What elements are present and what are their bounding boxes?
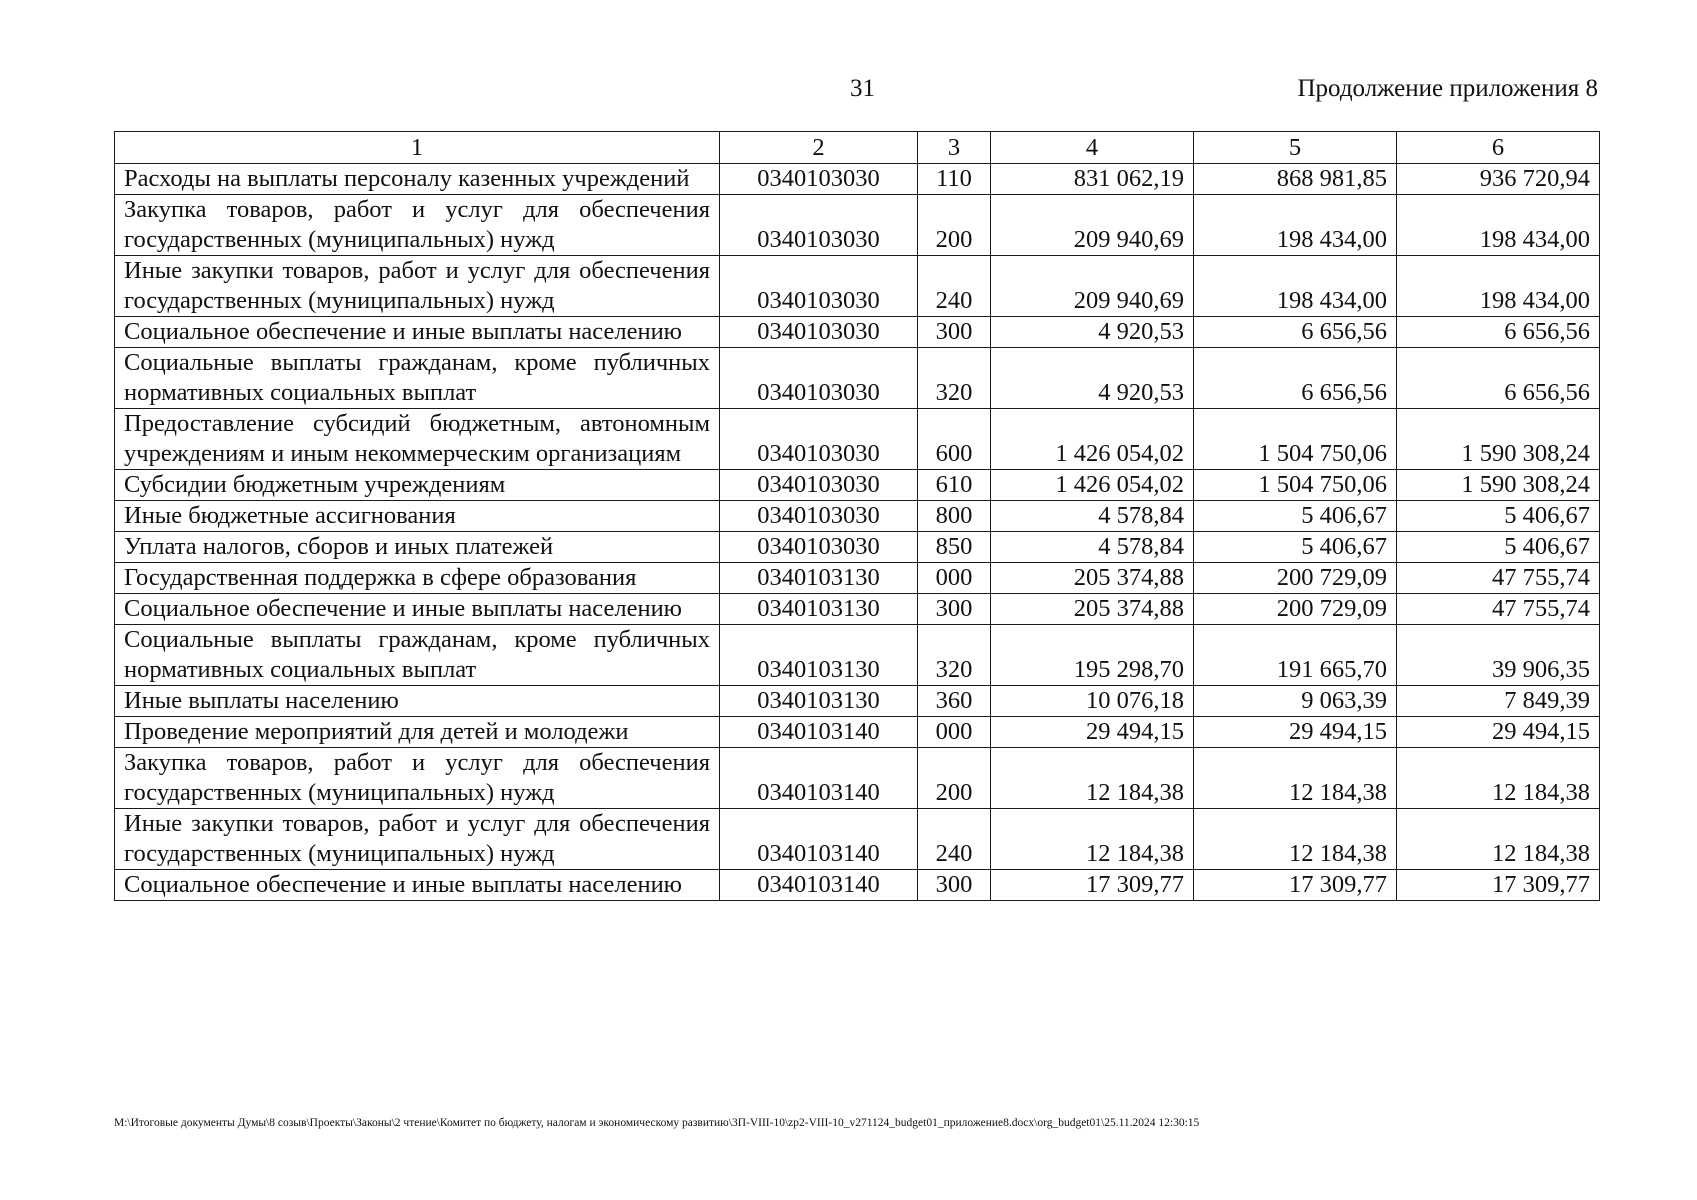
- amount-year1-cell: 205 374,88: [991, 563, 1194, 594]
- amount-year1-cell: 1 426 054,02: [991, 470, 1194, 501]
- table-row: [115, 256, 1600, 317]
- amount-year1-cell: 4 920,53: [991, 317, 1194, 348]
- amount-year2-cell: 1 504 750,06: [1194, 409, 1397, 470]
- target-code-cell: 0340103130: [720, 563, 918, 594]
- row-name-cell: Предоставление субсидий бюджетным, автономным учреждениям и иным некоммерческим организациям: [115, 409, 720, 470]
- target-code-cell: 0340103030: [720, 470, 918, 501]
- amount-year1-cell: 209 940,69: [991, 256, 1194, 317]
- amount-year3-cell: 17 309,77: [1397, 870, 1600, 901]
- expense-type-cell: 200: [918, 195, 991, 256]
- amount-year1-cell: 209 940,69: [991, 195, 1194, 256]
- target-code-cell: 0340103030: [720, 409, 918, 470]
- target-code-cell: 0340103140: [720, 809, 918, 870]
- expense-type-cell: 240: [918, 256, 991, 317]
- footer-file-path: M:\Итоговые документы Думы\8 созыв\Проекты\Законы\2 чтение\Комитет по бюджету, налогам и экономическому развитию\3П-VIII-10\zp2-VIII-10_v271124_budget01_приложение8.docx\org_budget01\25.11.2024 12:30:15: [114, 1117, 1200, 1129]
- table-row: [115, 717, 1600, 748]
- target-code-cell: 0340103140: [720, 717, 918, 748]
- row-name-cell: Государственная поддержка в сфере образования: [115, 563, 720, 594]
- amount-year3-cell: 1 590 308,24: [1397, 409, 1600, 470]
- amount-year2-cell: 191 665,70: [1194, 625, 1397, 686]
- amount-year2-cell: 9 063,39: [1194, 686, 1397, 717]
- amount-year3-cell: 7 849,39: [1397, 686, 1600, 717]
- row-name-cell: Социальные выплаты гражданам, кроме публичных нормативных социальных выплат: [115, 348, 720, 409]
- column-header: 4: [991, 132, 1194, 164]
- amount-year2-cell: 200 729,09: [1194, 594, 1397, 625]
- expense-type-cell: 610: [918, 470, 991, 501]
- target-code-cell: 0340103030: [720, 256, 918, 317]
- row-name-cell: Социальное обеспечение и иные выплаты населению: [115, 594, 720, 625]
- target-code-cell: 0340103140: [720, 748, 918, 809]
- amount-year2-cell: 5 406,67: [1194, 501, 1397, 532]
- amount-year2-cell: 868 981,85: [1194, 164, 1397, 195]
- table-header: [115, 132, 1600, 164]
- amount-year3-cell: 12 184,38: [1397, 809, 1600, 870]
- table-row: [115, 594, 1600, 625]
- expense-type-cell: 360: [918, 686, 991, 717]
- table-row: [115, 563, 1600, 594]
- expense-type-cell: 240: [918, 809, 991, 870]
- expense-type-cell: 300: [918, 317, 991, 348]
- amount-year2-cell: 5 406,67: [1194, 532, 1397, 563]
- expense-type-cell: 110: [918, 164, 991, 195]
- amount-year3-cell: 6 656,56: [1397, 317, 1600, 348]
- amount-year3-cell: 1 590 308,24: [1397, 470, 1600, 501]
- amount-year2-cell: 198 434,00: [1194, 195, 1397, 256]
- target-code-cell: 0340103030: [720, 501, 918, 532]
- amount-year1-cell: 205 374,88: [991, 594, 1194, 625]
- expense-type-cell: 000: [918, 717, 991, 748]
- column-header: 2: [720, 132, 918, 164]
- table-row: [115, 501, 1600, 532]
- row-name-cell: Закупка товаров, работ и услуг для обеспечения государственных (муниципальных) нужд: [115, 748, 720, 809]
- table-row: [115, 748, 1600, 809]
- amount-year3-cell: 198 434,00: [1397, 195, 1600, 256]
- row-name-cell: Субсидии бюджетным учреждениям: [115, 470, 720, 501]
- table-row: [115, 470, 1600, 501]
- row-name-cell: Расходы на выплаты персоналу казенных учреждений: [115, 164, 720, 195]
- amount-year3-cell: 5 406,67: [1397, 532, 1600, 563]
- row-name-cell: Социальное обеспечение и иные выплаты населению: [115, 317, 720, 348]
- amount-year1-cell: 12 184,38: [991, 748, 1194, 809]
- expense-type-cell: 300: [918, 870, 991, 901]
- amount-year2-cell: 1 504 750,06: [1194, 470, 1397, 501]
- amount-year3-cell: 198 434,00: [1397, 256, 1600, 317]
- amount-year3-cell: 39 906,35: [1397, 625, 1600, 686]
- header-row: [115, 132, 1600, 164]
- amount-year3-cell: 12 184,38: [1397, 748, 1600, 809]
- expense-type-cell: 800: [918, 501, 991, 532]
- expense-type-cell: 850: [918, 532, 991, 563]
- amount-year1-cell: 12 184,38: [991, 809, 1194, 870]
- target-code-cell: 0340103030: [720, 348, 918, 409]
- row-name-cell: Закупка товаров, работ и услуг для обеспечения государственных (муниципальных) нужд: [115, 195, 720, 256]
- expense-type-cell: 300: [918, 594, 991, 625]
- column-header: 6: [1397, 132, 1600, 164]
- amount-year3-cell: 29 494,15: [1397, 717, 1600, 748]
- table-row: [115, 809, 1600, 870]
- table-row: [115, 348, 1600, 409]
- page-number: 31: [850, 75, 875, 102]
- row-name-cell: Социальные выплаты гражданам, кроме публичных нормативных социальных выплат: [115, 625, 720, 686]
- table-row: [115, 532, 1600, 563]
- amount-year3-cell: 936 720,94: [1397, 164, 1600, 195]
- target-code-cell: 0340103030: [720, 195, 918, 256]
- expense-type-cell: 320: [918, 625, 991, 686]
- target-code-cell: 0340103130: [720, 686, 918, 717]
- row-name-cell: Проведение мероприятий для детей и молодежи: [115, 717, 720, 748]
- target-code-cell: 0340103030: [720, 317, 918, 348]
- row-name-cell: Иные закупки товаров, работ и услуг для обеспечения государственных (муниципальных) нужд: [115, 809, 720, 870]
- amount-year1-cell: 831 062,19: [991, 164, 1194, 195]
- amount-year1-cell: 4 920,53: [991, 348, 1194, 409]
- column-header: 1: [115, 132, 720, 164]
- column-header: 5: [1194, 132, 1397, 164]
- amount-year2-cell: 198 434,00: [1194, 256, 1397, 317]
- amount-year2-cell: 200 729,09: [1194, 563, 1397, 594]
- target-code-cell: 0340103130: [720, 594, 918, 625]
- amount-year2-cell: 6 656,56: [1194, 317, 1397, 348]
- row-name-cell: Иные выплаты населению: [115, 686, 720, 717]
- budget-table: [114, 131, 1600, 901]
- amount-year2-cell: 12 184,38: [1194, 748, 1397, 809]
- expense-type-cell: 000: [918, 563, 991, 594]
- expense-type-cell: 600: [918, 409, 991, 470]
- row-name-cell: Иные бюджетные ассигнования: [115, 501, 720, 532]
- column-header: 3: [918, 132, 991, 164]
- amount-year1-cell: 4 578,84: [991, 532, 1194, 563]
- amount-year1-cell: 4 578,84: [991, 501, 1194, 532]
- amount-year3-cell: 47 755,74: [1397, 563, 1600, 594]
- amount-year1-cell: 1 426 054,02: [991, 409, 1194, 470]
- row-name-cell: Уплата налогов, сборов и иных платежей: [115, 532, 720, 563]
- amount-year3-cell: 47 755,74: [1397, 594, 1600, 625]
- table-row: [115, 164, 1600, 195]
- table-body: [115, 164, 1600, 901]
- table-row: [115, 317, 1600, 348]
- table-row: [115, 195, 1600, 256]
- expense-type-cell: 200: [918, 748, 991, 809]
- target-code-cell: 0340103030: [720, 532, 918, 563]
- target-code-cell: 0340103130: [720, 625, 918, 686]
- amount-year1-cell: 10 076,18: [991, 686, 1194, 717]
- row-name-cell: Иные закупки товаров, работ и услуг для обеспечения государственных (муниципальных) нужд: [115, 256, 720, 317]
- amount-year2-cell: 29 494,15: [1194, 717, 1397, 748]
- table-row: [115, 686, 1600, 717]
- expense-type-cell: 320: [918, 348, 991, 409]
- amount-year3-cell: 6 656,56: [1397, 348, 1600, 409]
- appendix-title: Продолжение приложения 8: [1297, 75, 1598, 102]
- table-row: [115, 625, 1600, 686]
- amount-year2-cell: 6 656,56: [1194, 348, 1397, 409]
- amount-year1-cell: 195 298,70: [991, 625, 1194, 686]
- target-code-cell: 0340103140: [720, 870, 918, 901]
- table-row: [115, 870, 1600, 901]
- amount-year2-cell: 12 184,38: [1194, 809, 1397, 870]
- amount-year1-cell: 29 494,15: [991, 717, 1194, 748]
- target-code-cell: 0340103030: [720, 164, 918, 195]
- row-name-cell: Социальное обеспечение и иные выплаты населению: [115, 870, 720, 901]
- table-row: [115, 409, 1600, 470]
- amount-year3-cell: 5 406,67: [1397, 501, 1600, 532]
- amount-year1-cell: 17 309,77: [991, 870, 1194, 901]
- amount-year2-cell: 17 309,77: [1194, 870, 1397, 901]
